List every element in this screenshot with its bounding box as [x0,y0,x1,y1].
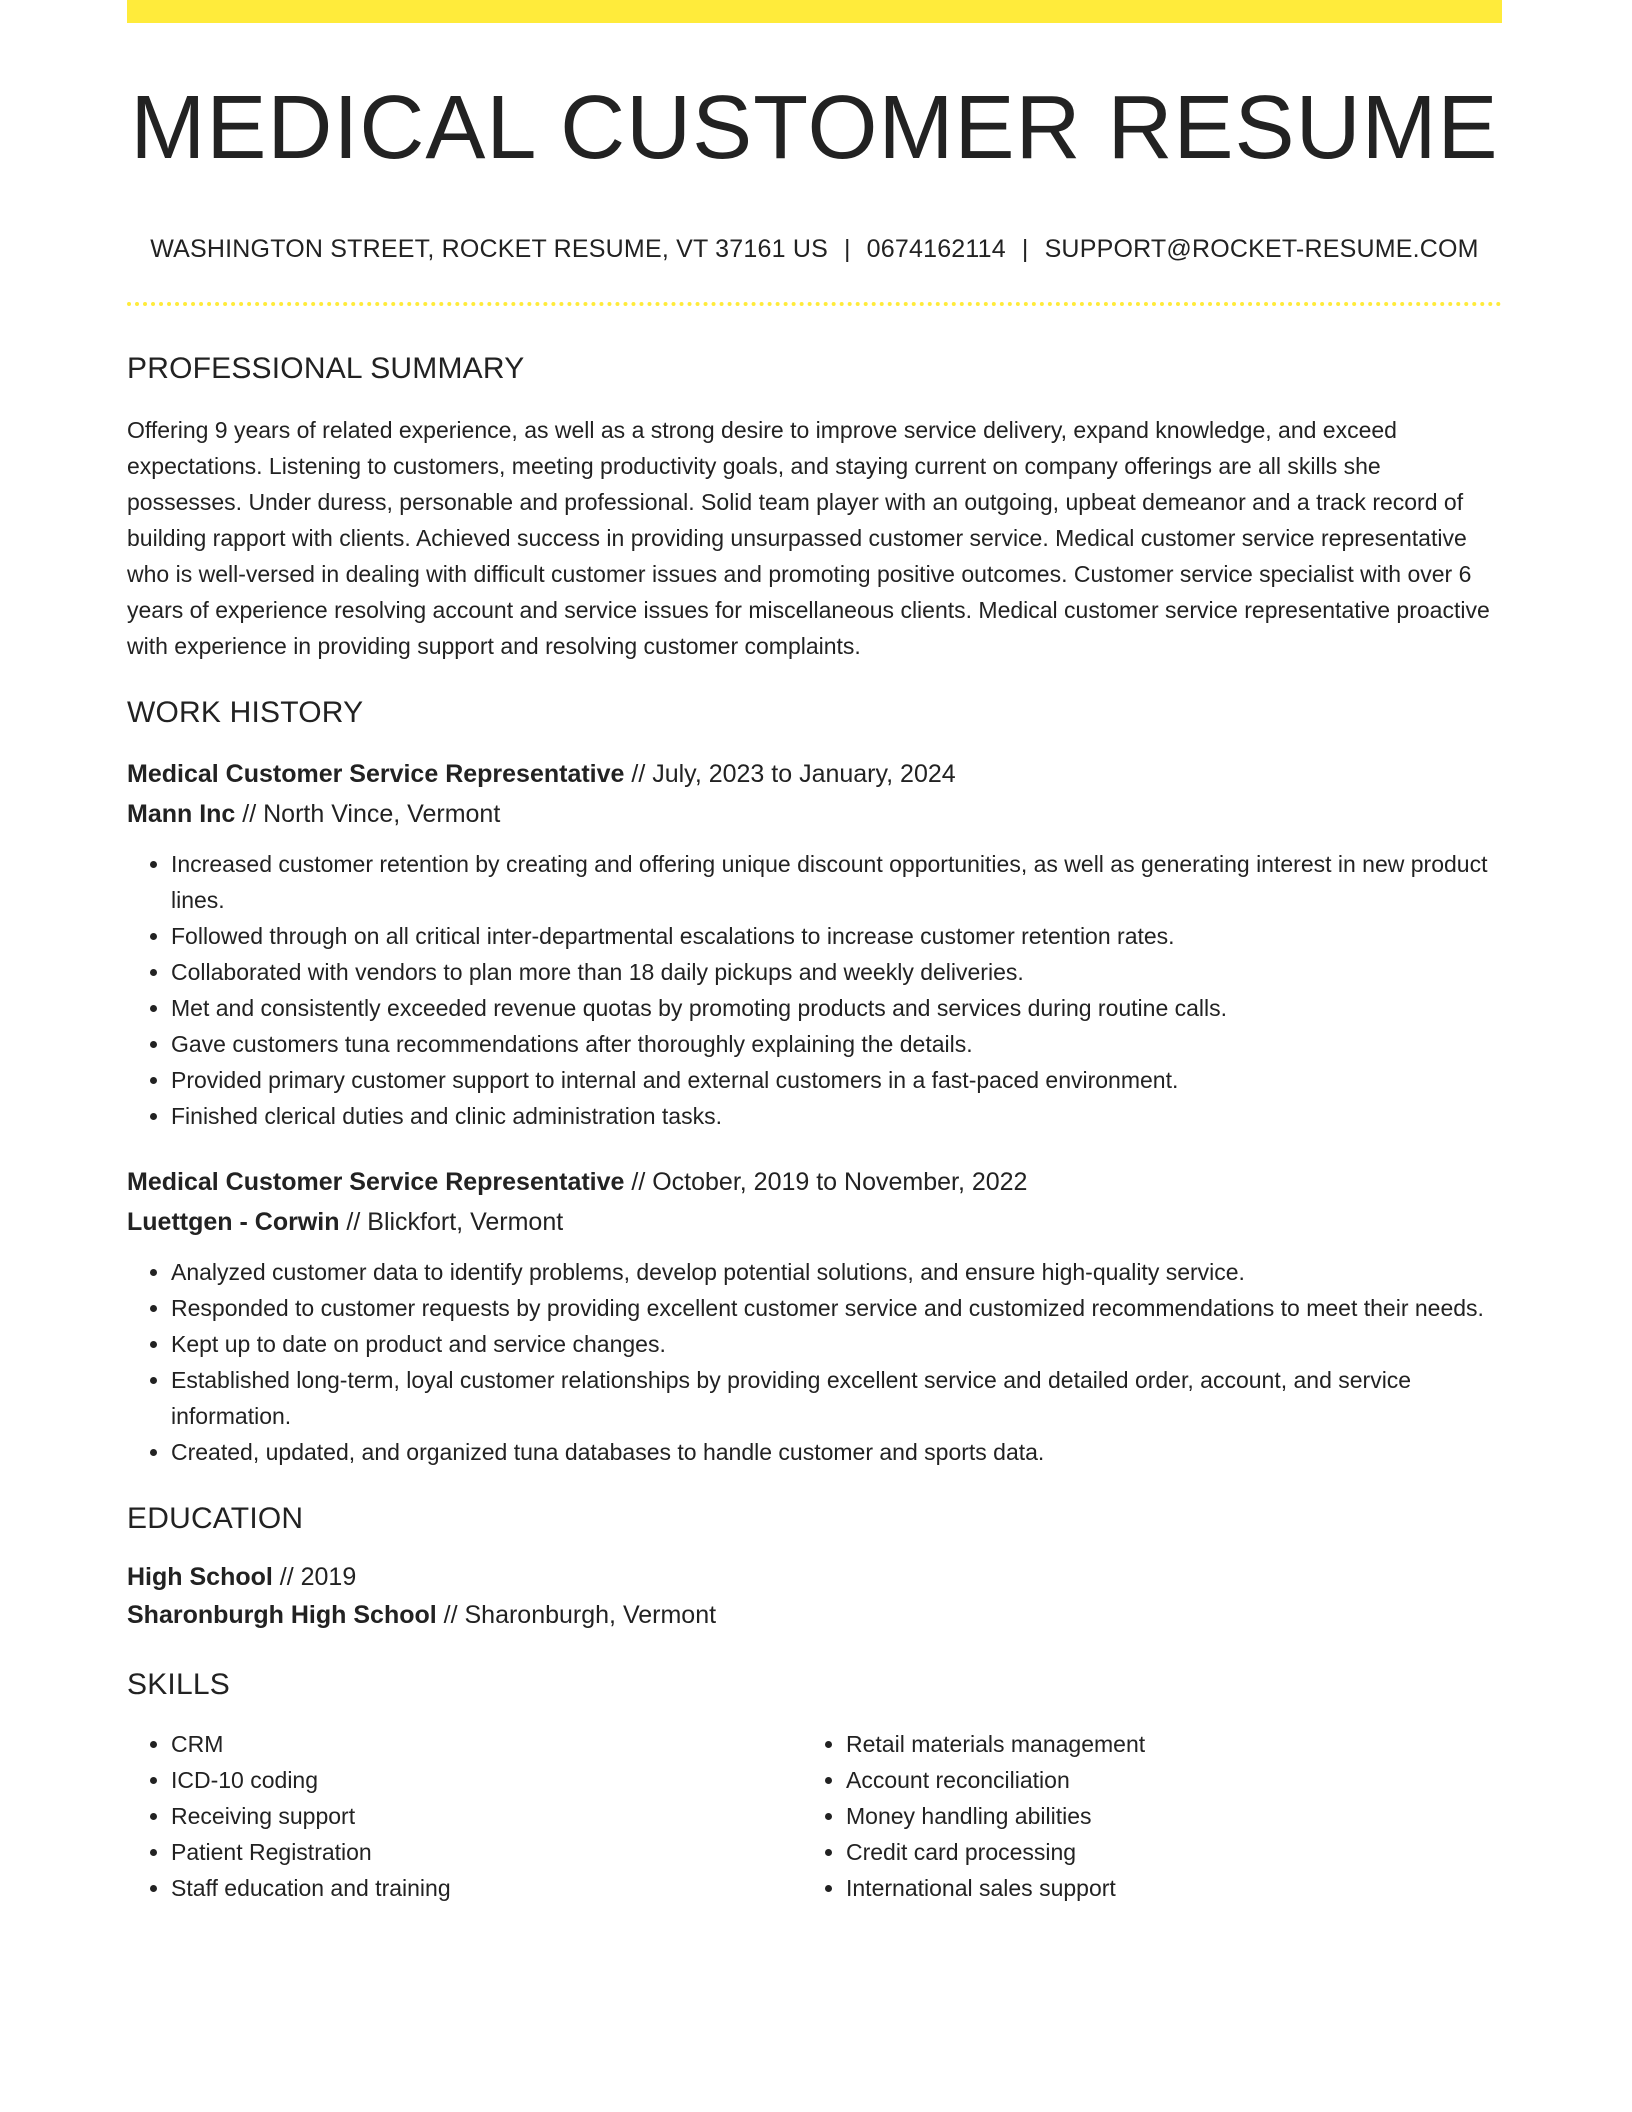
education-degree: High School [127,1563,273,1591]
job-title-line [127,1162,1502,1202]
summary-text: Offering 9 years of related experience, as well as a strong desire to improve service delivery, expand knowledge, and exceed expectations. Listening to customers, meeting productivity goals, and staying current on company offerings are all skills she possesses. Under duress, personable and professional. Solid team player with an outgoing, upbeat demeanor and a track record of building rapport with clients. Achieved success in providing unsurpassed customer service. Medical customer service representative who is well-versed in dealing with difficult customer issues and promoting positive outcomes. Customer service specialist with over 6 years of experience resolving account and service issues for miscellaneous clients. Medical customer service representative proactive with experience in providing support and resolving customer complaints. [127,417,1490,659]
job-title-line [127,754,1502,794]
education-degree-line [127,1558,1502,1596]
job-entry [127,1162,1502,1470]
work-history-heading: WORK HISTORY [127,696,364,729]
job-company: Luettgen - Corwin [127,1208,340,1236]
education-school: Sharonburgh High School [127,1601,437,1629]
list-item: • Created, updated, and organized tuna databases to handle customer and sports data. [171,1434,1502,1470]
list-item: • Account reconciliation [846,1762,1446,1798]
contact-address: WASHINGTON STREET, ROCKET RESUME, VT 37161 US [150,235,828,263]
list-item: • Receiving support [171,1798,802,1834]
list-item: • Finished clerical duties and clinic administration tasks. [171,1098,1502,1134]
skills-list [127,1726,1502,1906]
skills-heading: SKILLS [127,1668,230,1701]
contact-separator: | [843,235,851,263]
accent-top-bar [127,0,1502,23]
resume-title: MEDICAL CUSTOMER RESUME [130,78,1499,178]
job-dates: // July, 2023 to January, 2024 [624,760,956,788]
list-item: • Responded to customer requests by providing excellent customer service and customized recommendations to meet their needs. [171,1290,1502,1326]
job-location: // North Vince, Vermont [235,800,501,828]
job-company-line [127,794,1502,834]
contact-phone: 0674162114 [866,235,1006,263]
education-location: // Sharonburgh, Vermont [436,1601,717,1629]
job-bullets [127,1254,1502,1470]
contact-email: SUPPORT@ROCKET-RESUME.COM [1044,235,1479,263]
job-location: // Blickfort, Vermont [339,1208,564,1236]
list-item: • Credit card processing [846,1834,1446,1870]
list-item: • ICD-10 coding [171,1762,802,1798]
education-heading: EDUCATION [127,1502,304,1535]
list-item: • Kept up to date on product and service changes. [171,1326,1502,1362]
list-item: • Established long-term, loyal customer relationships by providing excellent service and detailed order, account, and service information. [171,1362,1502,1434]
resume-page [127,0,1502,1906]
list-item: • Increased customer retention by creating and offering unique discount opportunities, as well as generating interest in new product lines. [171,846,1502,918]
list-item: • Staff education and training [171,1870,802,1906]
list-item: • Analyzed customer data to identify problems, develop potential solutions, and ensure high-quality service. [171,1254,1502,1290]
job-bullets [127,846,1502,1134]
job-company: Mann Inc [127,800,236,828]
list-item: • CRM [171,1726,802,1762]
list-item: • International sales support [846,1870,1446,1906]
list-item: • Retail materials management [846,1726,1446,1762]
list-item: • Provided primary customer support to internal and external customers in a fast-paced environment. [171,1062,1502,1098]
contact-line [127,235,1502,264]
list-item: • Money handling abilities [846,1798,1446,1834]
job-role: Medical Customer Service Representative [127,760,625,788]
job-company-line [127,1202,1502,1242]
list-item: • Gave customers tuna recommendations after thoroughly explaining the details. [171,1026,1502,1062]
skills-column [127,1726,802,1906]
list-item: • Collaborated with vendors to plan more than 18 daily pickups and weekly deliveries. [171,954,1502,990]
list-item: • Met and consistently exceeded revenue quotas by promoting products and services during routine calls. [171,990,1502,1026]
job-dates: // October, 2019 to November, 2022 [624,1168,1028,1196]
education-school-line [127,1596,1502,1634]
job-role: Medical Customer Service Representative [127,1168,625,1196]
list-item: • Patient Registration [171,1834,802,1870]
summary-heading: PROFESSIONAL SUMMARY [127,352,525,385]
list-item: • Followed through on all critical inter-departmental escalations to increase customer retention rates. [171,918,1502,954]
job-entry [127,754,1502,1134]
education-year: // 2019 [272,1563,357,1591]
education-entry [127,1558,1502,1634]
dotted-divider [127,302,1502,306]
contact-separator: | [1021,235,1029,263]
skills-column [802,1726,1446,1906]
